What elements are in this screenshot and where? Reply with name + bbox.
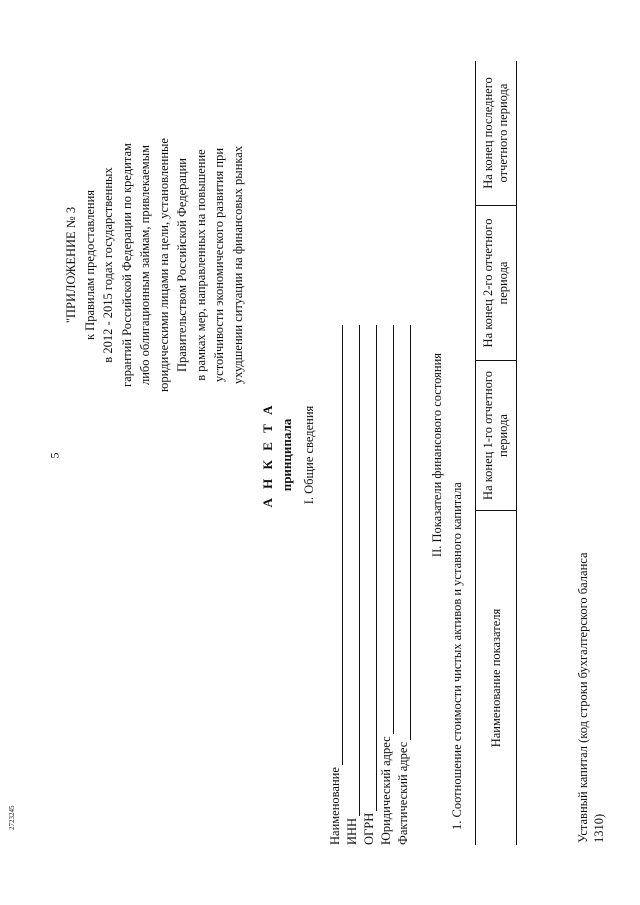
field-actual-address [394,325,411,845]
page-number: 5 [47,452,62,459]
appendix-line: Правительством Российской Федерации [175,158,189,373]
header-cell: На конец последнего отчетного периода [476,61,517,206]
fill-in-line[interactable] [398,325,411,740]
fill-in-line[interactable] [381,325,394,734]
header-cell: Наименование показателя [476,511,517,846]
subsection-title: 1. Соотношение стоимости чистых активов и уставного капитала [450,482,464,830]
field-label: Наименование [328,767,342,845]
appendix-line: либо облигационным займам, привлекаемым [138,144,152,386]
header-cell: На конец 2-го отчетного периода [476,206,517,361]
fill-in-line[interactable] [330,325,343,765]
field-name [326,325,343,845]
section-2-title: II. Показатели финансового состояния [430,352,444,558]
document-title [258,335,296,575]
title-sub: принципала [279,418,294,492]
field-ogrn [360,325,377,845]
field-label: Фактический адрес [396,741,410,845]
title-main: А Н К Е Т А [260,402,275,508]
appendix-header [62,35,247,495]
general-info-fields [326,325,411,845]
appendix-line: "ПРИЛОЖЕНИЕ № 3 [64,206,78,324]
fill-in-line[interactable] [347,325,360,816]
appendix-line: юридическими лицами на цели, установленные [156,138,171,392]
fill-in-line[interactable] [364,325,377,811]
field-label: ОГРН [362,812,376,845]
appendix-line: гарантий Российской Федерации по кредитам [119,143,134,387]
field-label: ИНН [345,817,359,845]
appendix-line: к Правилам предоставления [82,189,97,341]
table-header-row [476,61,517,845]
header-cell: На конец 1-го отчетного периода [476,361,517,511]
financial-indicators-table [475,61,517,845]
appendix-line: в 2012 - 2015 годах государственных [101,167,115,363]
field-inn [343,325,360,845]
field-legal-address [377,325,394,845]
section-1-title: I. Общие сведения [302,405,316,505]
appendix-line: в рамках мер, направленных на повышение [193,149,208,381]
appendix-line: ухудшении ситуации на финансовых рынках [230,145,245,385]
field-label: Юридический адрес [379,736,393,845]
table-row-label: Уставный капитал (код строки бухгалтерского баланса 1310) [576,552,606,843]
appendix-line: устойчивости экономического развития при [212,147,226,383]
document-code: 2723245 [8,805,16,830]
